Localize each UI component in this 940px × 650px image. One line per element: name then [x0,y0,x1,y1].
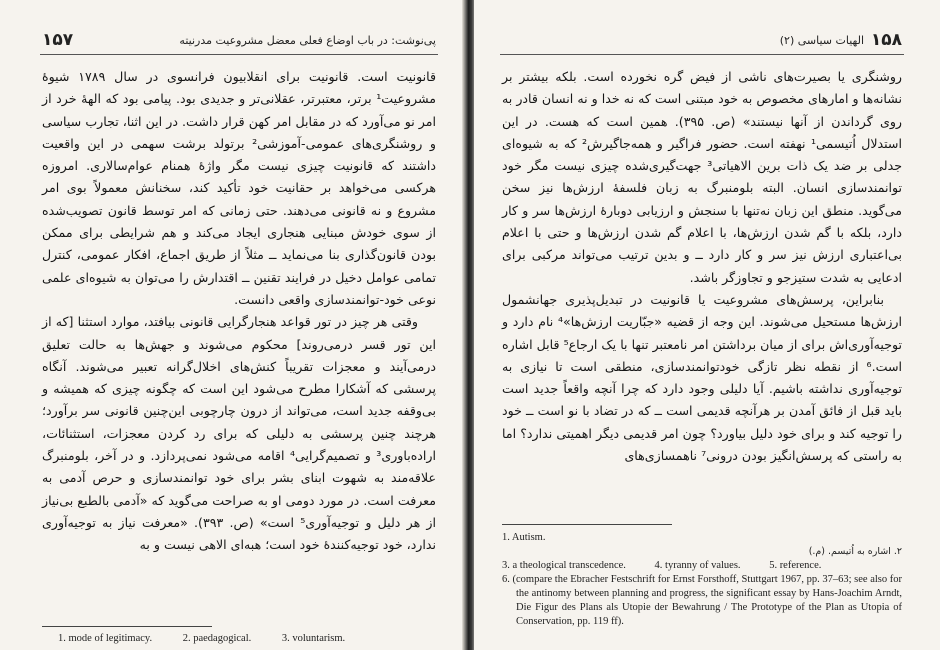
left-body-text [42,66,436,557]
right-page [474,0,940,650]
left-paragraph-2: وقتی هر چیز در تور قواعد هنجارگرایی قانونی بیافتد، موارد استثنا [که از این تور قسر درمی‌روند] محکوم می‌شوند و جهش‌ها به حالت تعلیق درمی‌آیند و معجزات تقریباً کنش‌های اخلال‌گرانه تعبیر می‌شوند. آنگاه پرسشی که آشکارا مطرح می‌شود این است که چگونه چیزی که همیشه و بی‌وقفه جدید است، می‌تواند از درون چارچوبی این‌چنین قانونی سر برآورد؛ هرچند چنین پرسشی به دلیلی که برای رد کردن معجزات، استثنائات، اراده‌باوری³ و تصمیم‌گرایی⁴ اقامه می‌شود نمی‌پردازد. و در آخر، بلومنبرگ علاقه‌مند به شهوت ابنای بشر برای خود توانمندسازی و حرص آدمی به معرفت است. در مورد دومی او به صراحت می‌گوید که «آدمی بالطبع بی‌نیاز از هر دلیل و توجیه‌آوری⁵ است» (ص. ۳۹۳). «معرفت نیاز به توجیه‌آوری ندارد، خود توجیه‌کنندهٔ خود است؛ هبه‌ای الاهی نیست و به [42,314,437,553]
left-footnote-1: 1. mode of legitimacy. [58,633,153,644]
right-footnotes [502,532,902,629]
left-header-rule [40,54,438,55]
left-running-title: پی‌نوشت: در باب اوضاع فعلی معضل مشروعیت مدرنیته [179,34,436,47]
right-footnote-5: 5. reference. [769,560,822,571]
left-footnote-rule [42,626,212,627]
right-paragraph-1: روشنگری یا بصیرت‌های ناشی از فیض گره نخورده است. بلکه بیشتر بر نشانه‌ها و امارهای مخصوص به خود مبتنی است که نه خدا و نه انسان قادر به روی گرداندن از آنها نیستند» (ص. ۳۹۵). همین است که هست. در این استدلال اُتیسمی¹ نهفته است. حضور فراگیر و همه‌جاگیرش² که به شیوه‌ای جدلی بر ضد یک ذات برین الاهیاتی³ جهت‌گیری‌شده چیزی نیست مگر خود توانمندسازی انسان. البته بلومنبرگ به زبان فلسفهٔ ارزش‌ها نیز سخن می‌گوید. منطق این زبان نه‌تنها با سنجش و ارزیابی دوبارهٔ ارزش‌ها سر و کار دارد، بلکه با گم شدن ارزش‌ها، با اعلام گم شدن ارزش‌ها و حتی با اعلام بی‌اعتباری ارزش نیز سر و کار دارد ــ و بدین ترتیب می‌تواند مرکبی برای ادعایی به شدت ستیزجو و تجاوزگر باشد. [502,69,903,285]
left-footnotes [58,632,373,646]
right-footnote-4: 4. tyranny of values. [654,560,741,571]
left-page-number: ۱۵۷ [42,30,74,50]
right-footnote-rule [502,524,672,525]
left-footnote-2: 2. paedagogical. [182,633,252,644]
left-paragraph-1: قانونیت است. قانونیت برای انقلابیون فرانسوی در سال ۱۷۸۹ شیوهٔ مشروعیت¹ برتر، معتبرتر، عقلانی‌تر و جدیدی بود. پیامی بود که الههٔ خرد از امر نو می‌آورد که در مقابل امر کهن قرار داشت. در این اثنا، تجارب سیاسی و روشنگری‌های عمومی-آموزشی² برتولد برشت سهمی در این واقعیت داشتند که قانونیت چیزی نیست مگر واژهٔ همنام عوام‌سالاری. امروزه هرکسی می‌خواهد بر حقانیت خود تأکید کند، سخنانش معمولاً بوی امر مشروع و نه قانونی می‌دهند. حتی زمانی که امر توسط قانون تصویب‌شده از سوی خودش مبنایی هنجاری ایجاد می‌کند و هم شرایطی برای ممکن بودن قانون‌گذاری بنا می‌نماید ــ مثلاً از طریق اجماع، افکار عمومی، کنترل تمامی عوامل دخیل در فرایند تقنین ــ اقتدارش را می‌توان به شیوه‌ای علمی نوعی خود-توانمندسازی واقعی دانست. [42,69,437,307]
right-footnote-3: 3. a theological transcedence. [502,560,626,571]
right-footnote-row [502,560,902,571]
right-footnote-1: 1. Autism. [502,532,546,543]
left-page [0,0,466,650]
right-body-text [502,66,902,467]
right-paragraph-2: بنابراین، پرسش‌های مشروعیت یا قانونیت در تبدیل‌پذیری جهانشمول ارزش‌ها مستحیل می‌شوند. این وجه از قضیه «جبّاریت ارزش‌ها»⁴ نام دارد و توجیه‌آوری‌اش برای از میان برداشتن امر نامعتبر تنها با یک ارجاع⁵ قابل اشاره است.⁶ از نقطه نظر تازگی خودتوانمندسازی، منطقی است تا نیازی به توجیه‌آوری نداشته باشیم. آیا دلیلی وجود دارد که چرا آنچه واقعاً جدید است باید قبل از فائق آمدن بر هرآنچه قدیمی است ــ که در تضاد با نو است ــ خود را توجیه کند و برای خود دلیل بیاورد؟ چون امر قدیمی دیگر اهمیتی ندارد؟ اما به راستی که پرسش‌انگیز بودن درونی⁷ ناهمسازی‌های [502,291,902,464]
right-page-header [502,30,902,52]
right-header-rule [500,54,904,55]
left-page-header [42,30,436,52]
right-footnote-2: ۲. اشاره به اُتیسم. (م.) [808,546,902,557]
right-running-title: الهیات سیاسی (۲) [779,34,864,47]
right-footnote-6: 6. (compare the Ebracher Festschrift for Ernst Forsthoff, Stuttgart 1967, pp. 37–63; see also for the antinomy between planning and progress, the significant essay by Hans-Joachim Arndt, Die Figur des Plans als Utopie der Bewahrung / The Prototype of the Plan as Utopia of Conservation, pp. 119 ff). [502,574,902,627]
right-page-number: ۱۵۸ [870,30,902,50]
left-footnote-3: 3. voluntarism. [281,633,346,644]
